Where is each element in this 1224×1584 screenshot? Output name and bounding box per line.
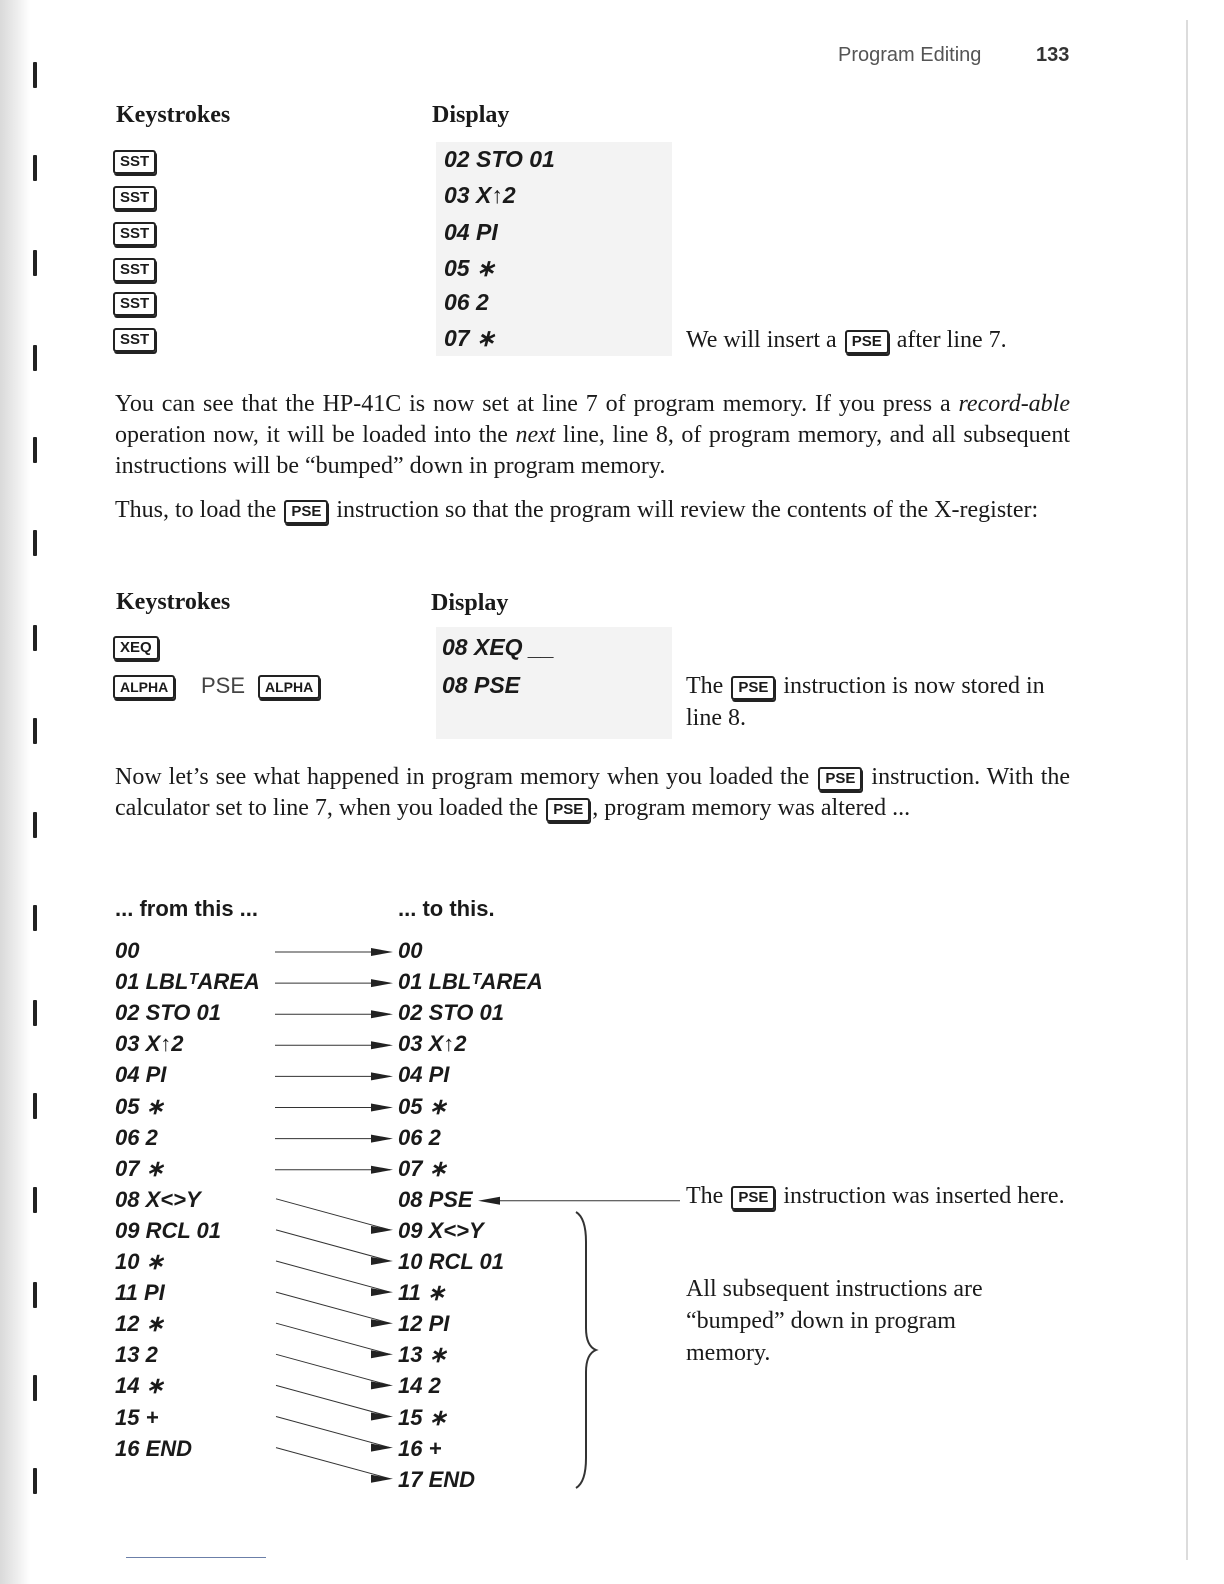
arrow-head [371, 1319, 393, 1327]
to-line: 17 END [398, 1466, 476, 1492]
running-header: Program Editing [838, 44, 982, 66]
pse-key: PSE [284, 500, 328, 524]
arrow-line [276, 1385, 390, 1416]
from-line: 07 ∗ [115, 1155, 165, 1181]
inserted-note [686, 1180, 1071, 1212]
footer-rule [126, 1557, 266, 1558]
text: line, line 8, of program memory, and all subsequent instructions will be “bumped” down in program memory. [115, 422, 1070, 479]
from-line: 06 2 [115, 1124, 158, 1150]
pse-key: PSE [818, 767, 862, 791]
alpha-key: ALPHA [113, 675, 175, 699]
note-text: instruction was inserted here. [783, 1183, 1065, 1209]
from-line: 01 LBLᵀAREA [115, 969, 260, 995]
to-line: 13 ∗ [398, 1342, 448, 1368]
arrow-head [371, 1475, 393, 1483]
from-line: 02 STO 01 [115, 1000, 221, 1026]
arrow-line [276, 1448, 390, 1479]
sst-key: SST [113, 186, 156, 210]
arrow-line [276, 1323, 390, 1354]
arrow-line [276, 1292, 390, 1323]
to-line: 09 X<>Y [398, 1217, 484, 1243]
display-heading: Display [431, 590, 509, 616]
to-line: 03 X↑2 [398, 1031, 467, 1057]
pse-key: PSE [731, 1186, 775, 1210]
to-line: 10 RCL 01 [398, 1249, 504, 1274]
from-line: 05 ∗ [115, 1093, 165, 1119]
arrow-head [371, 1010, 393, 1018]
sst-key: SST [113, 150, 156, 174]
alpha-key: ALPHA [258, 675, 320, 699]
to-line: 12 PI [398, 1311, 450, 1337]
arrow-head [371, 1135, 393, 1143]
text: operation now, it will be loaded into the [115, 422, 516, 448]
to-line: 15 ∗ [398, 1404, 448, 1430]
arrow-head [371, 1041, 393, 1049]
from-line: 00 [115, 938, 140, 963]
arrow-head [371, 1350, 393, 1358]
from-line: 15 + [115, 1404, 159, 1430]
text: Thus, to load the [115, 497, 277, 523]
arrow-head [371, 1288, 393, 1296]
sst-key: SST [113, 328, 156, 352]
text: You can see that the HP-41C is now set at line 7 of program memory. If you press a [115, 391, 959, 417]
arrow-head [371, 1166, 393, 1174]
arrow-line [276, 1261, 390, 1292]
from-line: 16 END [115, 1435, 193, 1461]
to-line: 11 ∗ [398, 1280, 446, 1306]
display-heading: Display [432, 102, 510, 128]
arrow-line [276, 1230, 390, 1261]
note-text: We will insert a [686, 327, 837, 353]
arrow-head [478, 1197, 500, 1205]
to-line: 00 [398, 938, 423, 963]
from-line: 08 X<>Y [115, 1186, 201, 1212]
from-line: 04 PI [115, 1062, 167, 1088]
from-line: 03 X↑2 [115, 1031, 184, 1057]
note-text: The [686, 673, 724, 699]
display-line: 05 ∗ [444, 255, 496, 281]
from-heading: ... from this ... [115, 896, 259, 921]
arrow-head [371, 1413, 393, 1421]
arrow-head [371, 1072, 393, 1080]
keystrokes-heading: Keystrokes [116, 589, 231, 615]
from-line: 10 ∗ [115, 1249, 165, 1274]
to-line: 07 ∗ [398, 1155, 448, 1181]
arrow-head [371, 1226, 393, 1234]
display-line: 08 PSE [442, 672, 520, 698]
emphasis: record-able [958, 391, 1070, 417]
display-line: 07 ∗ [444, 325, 496, 351]
emphasis: next [515, 422, 556, 448]
page-number: 133 [1036, 44, 1070, 66]
arrow-head [371, 1257, 393, 1265]
from-line: 13 2 [115, 1342, 158, 1368]
from-line: 11 PI [115, 1280, 165, 1306]
to-line: 05 ∗ [398, 1093, 448, 1119]
display-line: 08 XEQ __ [442, 634, 555, 660]
sst-key: SST [113, 222, 156, 246]
from-line: 14 ∗ [115, 1373, 165, 1399]
pse-key: PSE [731, 676, 775, 700]
to-line: 04 PI [398, 1062, 450, 1088]
display-line: 03 X↑2 [444, 182, 516, 208]
keystroke-text: PSE [201, 673, 246, 698]
arrow-head [371, 948, 393, 956]
pse-key: PSE [546, 798, 590, 822]
to-heading: ... to this. [398, 896, 495, 921]
arrow-head [371, 1104, 393, 1112]
arrow-line [276, 1417, 390, 1448]
bumped-note: All subsequent instructions are “bumped” down in program memory. [686, 1276, 983, 1366]
to-line: 08 PSE [398, 1186, 473, 1212]
to-line: 06 2 [398, 1124, 441, 1150]
brace [576, 1212, 596, 1488]
to-line: 01 LBLᵀAREA [398, 969, 543, 995]
arrow-head [371, 979, 393, 987]
pse-key: PSE [845, 330, 889, 354]
note-text: after line 7. [896, 327, 1007, 353]
sst-key: SST [113, 292, 156, 316]
display-line: 02 STO 01 [444, 146, 555, 172]
xeq-key: XEQ [113, 636, 159, 660]
from-line: 12 ∗ [115, 1311, 165, 1337]
to-line: 16 + [398, 1435, 442, 1461]
to-line: 02 STO 01 [398, 1000, 504, 1026]
keystrokes-heading: Keystrokes [116, 102, 231, 128]
to-line: 14 2 [398, 1373, 441, 1399]
text: Now let’s see what happened in program memory when you loaded the [115, 764, 810, 790]
arrow-line [276, 1199, 390, 1230]
display-line: 04 PI [444, 219, 498, 245]
text: , program memory was altered ... [592, 795, 911, 821]
text: instruction. With the calculator set to line 7, when you loaded the [115, 764, 1071, 821]
note-text: The [686, 1183, 724, 1209]
from-line: 09 RCL 01 [115, 1217, 221, 1243]
arrow-line [276, 1354, 390, 1385]
note-text: instruction is now stored in line 8. [686, 673, 1045, 731]
arrow-head [371, 1444, 393, 1452]
text: instruction so that the program will review the contents of the X-register: [336, 497, 1039, 523]
display-line: 06 2 [444, 289, 489, 315]
sst-key: SST [113, 258, 156, 282]
arrow-head [371, 1381, 393, 1389]
